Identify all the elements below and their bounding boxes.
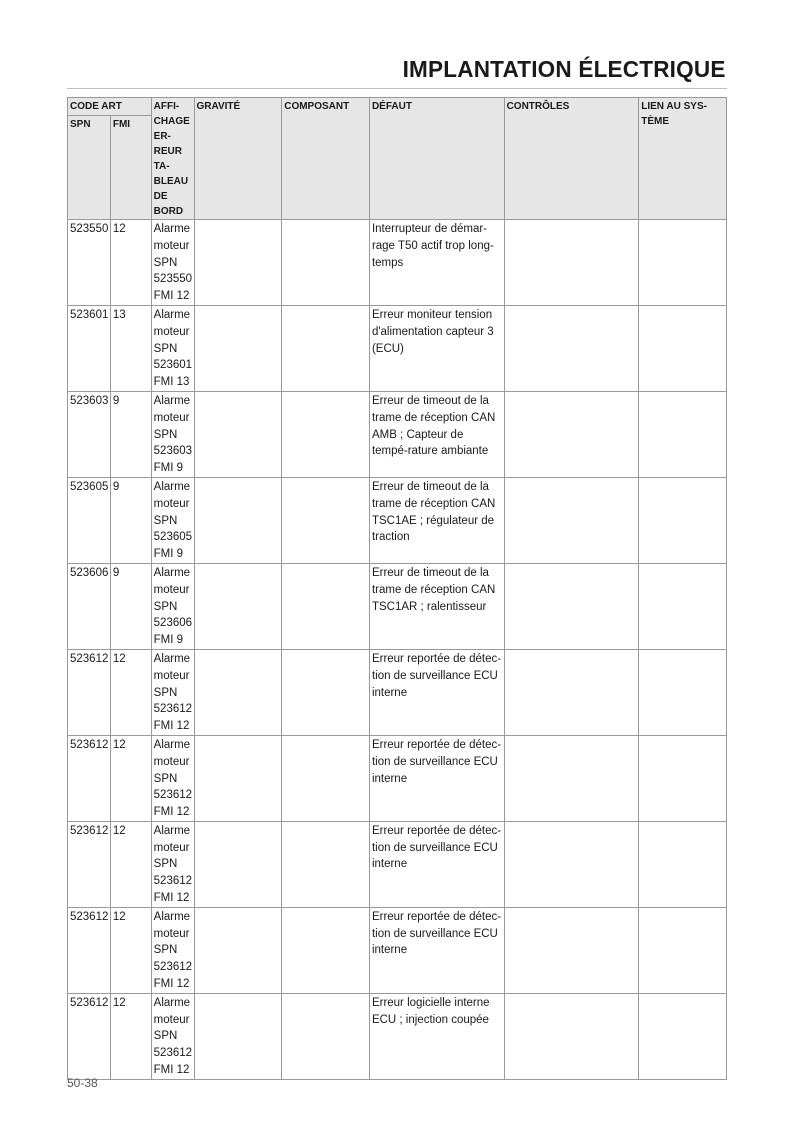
affichage-line: SPN xyxy=(153,858,178,871)
affichage-line: SPN xyxy=(153,772,178,785)
cell-gravite xyxy=(194,735,282,821)
affichage-line: SPN xyxy=(153,600,178,613)
affichage-line: 523603 xyxy=(153,445,193,458)
affichage-line: SPN xyxy=(153,256,178,269)
cell-spn: 523550 xyxy=(68,220,111,306)
cell-gravite xyxy=(194,305,282,391)
header-fmi: FMI xyxy=(110,116,151,220)
cell-gravite xyxy=(194,220,282,306)
header-composant: COMPOSANT xyxy=(282,98,370,220)
cell-fmi: 12 xyxy=(110,735,151,821)
cell-composant xyxy=(282,907,370,993)
affichage-line: moteur xyxy=(153,583,190,596)
cell-gravite xyxy=(194,391,282,477)
cell-composant xyxy=(282,735,370,821)
table-body xyxy=(68,220,727,1080)
affichage-line: Alarme xyxy=(153,394,191,407)
affichage-line: Alarme xyxy=(153,223,191,235)
affichage-line: moteur xyxy=(153,841,190,854)
affichage-line: FMI 9 xyxy=(153,548,184,561)
affichage-line: Alarme xyxy=(153,566,191,579)
cell-lien xyxy=(639,821,727,907)
cell-fmi: 12 xyxy=(110,993,151,1079)
cell-composant xyxy=(282,477,370,563)
table-row xyxy=(68,563,727,649)
affichage-line: Alarme xyxy=(153,910,191,923)
affichage-line: SPN xyxy=(153,686,178,699)
affichage-line: FMI 12 xyxy=(153,892,190,905)
cell-gravite xyxy=(194,477,282,563)
cell-controles xyxy=(504,735,639,821)
affichage-line: 523601 xyxy=(153,359,193,372)
table-row xyxy=(68,305,727,391)
affichage-line: 523606 xyxy=(153,617,193,630)
affichage-line: moteur xyxy=(153,411,190,424)
cell-controles xyxy=(504,305,639,391)
cell-fmi: 9 xyxy=(110,391,151,477)
table-row xyxy=(68,821,727,907)
cell-gravite xyxy=(194,821,282,907)
cell-controles xyxy=(504,391,639,477)
cell-gravite xyxy=(194,907,282,993)
cell-defaut: Interrupteur de démar-rage T50 actif trop long-temps xyxy=(369,220,504,306)
affichage-line: Alarme xyxy=(153,308,191,321)
page-number: 50-38 xyxy=(67,1076,98,1090)
cell-fmi: 12 xyxy=(110,821,151,907)
cell-spn: 523605 xyxy=(68,477,111,563)
affichage-line: FMI 12 xyxy=(153,1064,190,1077)
title-divider xyxy=(67,88,727,89)
cell-affichage xyxy=(151,563,194,649)
cell-affichage xyxy=(151,649,194,735)
cell-affichage xyxy=(151,477,194,563)
affichage-line: FMI 12 xyxy=(153,978,190,991)
cell-affichage xyxy=(151,391,194,477)
affichage-line: SPN xyxy=(153,342,178,355)
affichage-line: 523605 xyxy=(153,531,193,544)
cell-spn: 523606 xyxy=(68,563,111,649)
cell-controles xyxy=(504,649,639,735)
affichage-line: moteur xyxy=(153,239,190,252)
cell-lien xyxy=(639,305,727,391)
affichage-line: 523612 xyxy=(153,875,193,888)
table-row xyxy=(68,477,727,563)
table-header xyxy=(68,98,727,220)
fault-code-table xyxy=(67,97,727,1080)
affichage-line: moteur xyxy=(153,1013,190,1026)
cell-spn: 523601 xyxy=(68,305,111,391)
cell-composant xyxy=(282,305,370,391)
cell-lien xyxy=(639,649,727,735)
cell-defaut: Erreur de timeout de la trame de réception CAN TSC1AR ; ralentisseur xyxy=(369,563,504,649)
affichage-line: 523550 xyxy=(153,273,193,286)
table-row xyxy=(68,649,727,735)
header-defaut: DÉFAUT xyxy=(369,98,504,220)
table-row xyxy=(68,907,727,993)
cell-controles xyxy=(504,477,639,563)
cell-composant xyxy=(282,821,370,907)
cell-defaut: Erreur reportée de détec-tion de surveillance ECU interne xyxy=(369,649,504,735)
cell-spn: 523612 xyxy=(68,993,111,1079)
cell-lien xyxy=(639,477,727,563)
cell-affichage xyxy=(151,907,194,993)
cell-fmi: 12 xyxy=(110,220,151,306)
affichage-line: moteur xyxy=(153,755,190,768)
cell-composant xyxy=(282,391,370,477)
cell-lien xyxy=(639,391,727,477)
cell-controles xyxy=(504,563,639,649)
affichage-line: Alarme xyxy=(153,824,191,837)
cell-composant xyxy=(282,220,370,306)
affichage-line: SPN xyxy=(153,514,178,527)
affichage-line: FMI 12 xyxy=(153,720,190,733)
table-row xyxy=(68,220,727,306)
affichage-line: 523612 xyxy=(153,961,193,974)
cell-defaut: Erreur reportée de détec-tion de surveillance ECU interne xyxy=(369,907,504,993)
cell-lien xyxy=(639,563,727,649)
page-title: IMPLANTATION ÉLECTRIQUE xyxy=(403,56,726,82)
affichage-line: moteur xyxy=(153,669,190,682)
affichage-line: moteur xyxy=(153,497,190,510)
cell-fmi: 13 xyxy=(110,305,151,391)
cell-affichage xyxy=(151,220,194,306)
affichage-line: FMI 12 xyxy=(153,290,190,303)
cell-fmi: 12 xyxy=(110,649,151,735)
affichage-line: FMI 13 xyxy=(153,376,190,389)
cell-composant xyxy=(282,649,370,735)
header-lien xyxy=(639,98,727,220)
cell-affichage xyxy=(151,735,194,821)
cell-gravite xyxy=(194,649,282,735)
cell-fmi: 9 xyxy=(110,563,151,649)
cell-fmi: 9 xyxy=(110,477,151,563)
header-code-art: CODE ART xyxy=(68,98,152,116)
affichage-line: moteur xyxy=(153,325,190,338)
header-spn: SPN xyxy=(68,116,111,220)
header-affichage xyxy=(151,98,194,220)
cell-defaut: Erreur reportée de détec-tion de surveillance ECU interne xyxy=(369,821,504,907)
cell-affichage xyxy=(151,305,194,391)
cell-spn: 523612 xyxy=(68,735,111,821)
cell-composant xyxy=(282,563,370,649)
affichage-line: SPN xyxy=(153,428,178,441)
affichage-line: FMI 12 xyxy=(153,806,190,819)
cell-lien xyxy=(639,735,727,821)
affichage-line: FMI 9 xyxy=(153,462,184,475)
cell-gravite xyxy=(194,563,282,649)
cell-defaut: Erreur reportée de détec-tion de surveillance ECU interne xyxy=(369,735,504,821)
affichage-line: FMI 9 xyxy=(153,634,184,647)
cell-controles xyxy=(504,993,639,1079)
cell-defaut: Erreur logicielle interne ECU ; injection coupée xyxy=(369,993,504,1079)
header-affichage-text: AFFI- CHAGE ER- REUR TA- BLEAU DE BORD xyxy=(153,101,190,217)
cell-composant xyxy=(282,993,370,1079)
header-gravite: GRAVITÉ xyxy=(194,98,282,220)
cell-defaut: Erreur moniteur tension d'alimentation capteur 3 (ECU) xyxy=(369,305,504,391)
affichage-line: 523612 xyxy=(153,1047,193,1060)
cell-fmi: 12 xyxy=(110,907,151,993)
cell-controles xyxy=(504,220,639,306)
cell-lien xyxy=(639,220,727,306)
table-row xyxy=(68,735,727,821)
table-row xyxy=(68,391,727,477)
cell-defaut: Erreur de timeout de la trame de réception CAN TSC1AE ; régulateur de traction xyxy=(369,477,504,563)
cell-spn: 523612 xyxy=(68,821,111,907)
affichage-line: Alarme xyxy=(153,738,191,751)
affichage-line: Alarme xyxy=(153,480,191,493)
cell-spn: 523612 xyxy=(68,649,111,735)
affichage-line: Alarme xyxy=(153,996,191,1009)
cell-lien xyxy=(639,907,727,993)
affichage-line: moteur xyxy=(153,927,190,940)
cell-affichage xyxy=(151,821,194,907)
cell-gravite xyxy=(194,993,282,1079)
affichage-line: 523612 xyxy=(153,703,193,716)
cell-spn: 523603 xyxy=(68,391,111,477)
cell-lien xyxy=(639,993,727,1079)
header-controles: CONTRÔLES xyxy=(504,98,639,220)
cell-controles xyxy=(504,907,639,993)
affichage-line: 523612 xyxy=(153,789,193,802)
cell-affichage xyxy=(151,993,194,1079)
cell-spn: 523612 xyxy=(68,907,111,993)
affichage-line: SPN xyxy=(153,944,178,957)
table-row xyxy=(68,993,727,1079)
affichage-line: Alarme xyxy=(153,652,191,665)
affichage-line: SPN xyxy=(153,1030,178,1043)
header-lien-text: LIEN AU SYS- TÈME xyxy=(641,101,707,127)
cell-controles xyxy=(504,821,639,907)
cell-defaut: Erreur de timeout de la trame de réception CAN AMB ; Capteur de tempé-rature ambiante xyxy=(369,391,504,477)
